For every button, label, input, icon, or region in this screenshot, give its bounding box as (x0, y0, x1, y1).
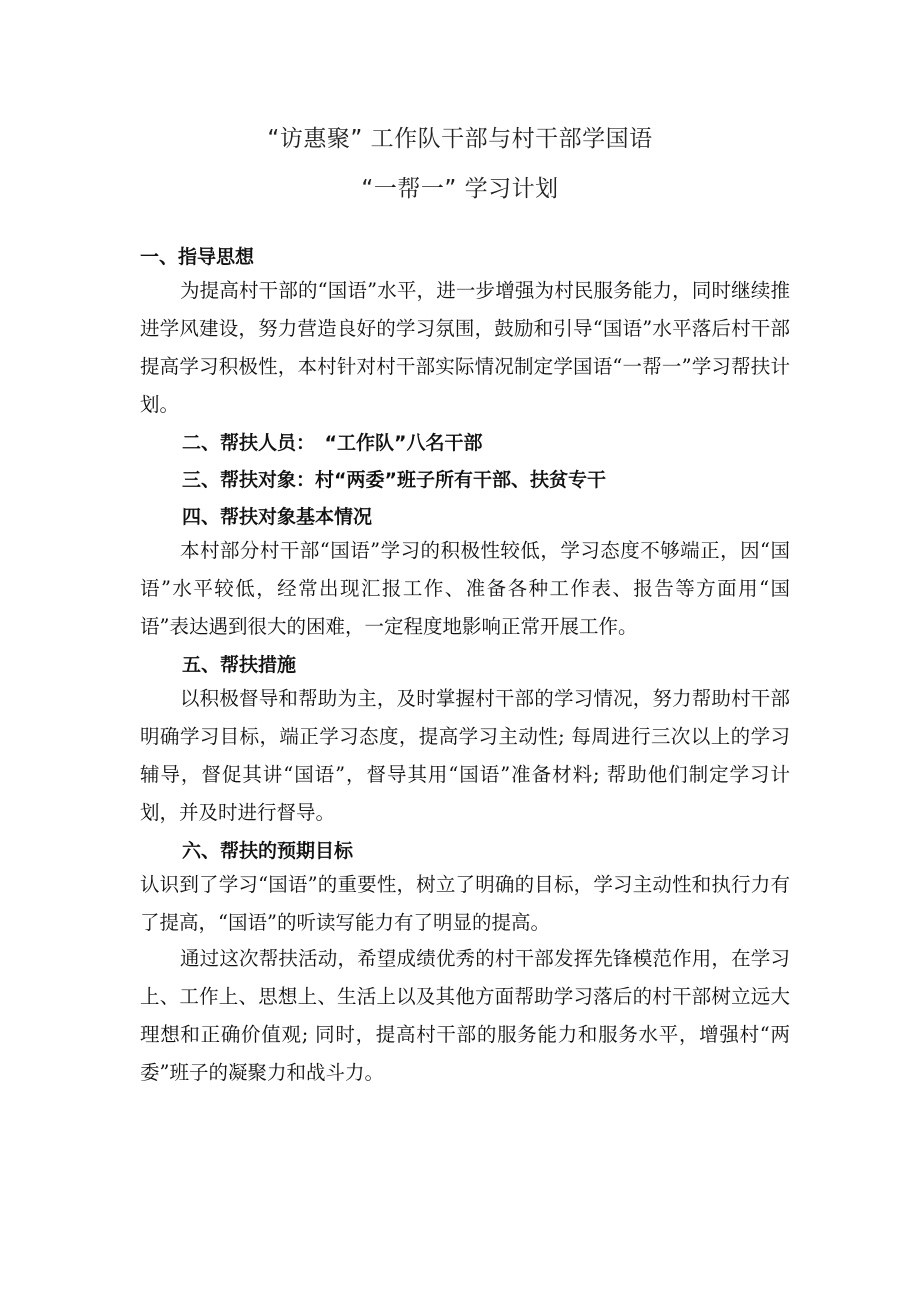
section-6-heading: 六、帮扶的预期目标 (182, 840, 354, 862)
document-title-line-2: “一帮一” 学习计划 (361, 176, 559, 202)
section-5-heading: 五、帮扶措施 (182, 654, 297, 676)
section-4-body: 本村部分村干部“国语”学习的积极性较低，学习态度不够端正，因“国语”水平较低，经常出现汇报工作、准备各种工作表、报告等方面用“国语”表达遇到很大的困难，一定程度地影响正常开展工作。 (140, 539, 790, 638)
document-title-line-1: “访惠聚” 工作队干部与村干部学国语 (267, 126, 653, 152)
section-4-heading: 四、帮扶对象基本情况 (182, 506, 373, 528)
section-6-body: 认识到了学习“国语”的重要性，树立了明确的目标，学习主动性和执行力有了提高，“国语”的听读写能力有了明显的提高。 (140, 873, 790, 934)
closing-paragraph: 通过这次帮扶活动，希望成绩优秀的村干部发挥先锋模范作用，在学习上、工作上、思想上、生活上以及其他方面帮助学习落后的村干部树立远大理想和正确价值观; 同时，提高村干部的服务能力和服务水平，增强村“两委”班子的凝聚力和战斗力。 (140, 947, 790, 1084)
section-1-heading: 一、指导思想 (140, 246, 255, 268)
section-1-body: 为提高村干部的“国语”水平，进一步增强为村民服务能力，同时继续推进学风建设，努力营造良好的学习氛围，鼓励和引导“国语”水平落后村干部提高学习积极性，本村针对村干部实际情况制定学国语“一帮一”学习帮扶计划。 (140, 279, 790, 416)
section-2-heading: 二、帮扶人员： “工作队”八名干部 (182, 432, 483, 454)
section-5-body: 以积极督导和帮助为主，及时掌握村干部的学习情况，努力帮助村干部明确学习目标，端正学习态度，提高学习主动性; 每周进行三次以上的学习辅导，督促其讲“国语”，督导其用“国语”准备材料; 帮助他们制定学习计划，并及时进行督导。 (140, 687, 790, 824)
section-3-heading: 三、帮扶对象：村“两委”班子所有干部、扶贫专干 (182, 469, 606, 491)
